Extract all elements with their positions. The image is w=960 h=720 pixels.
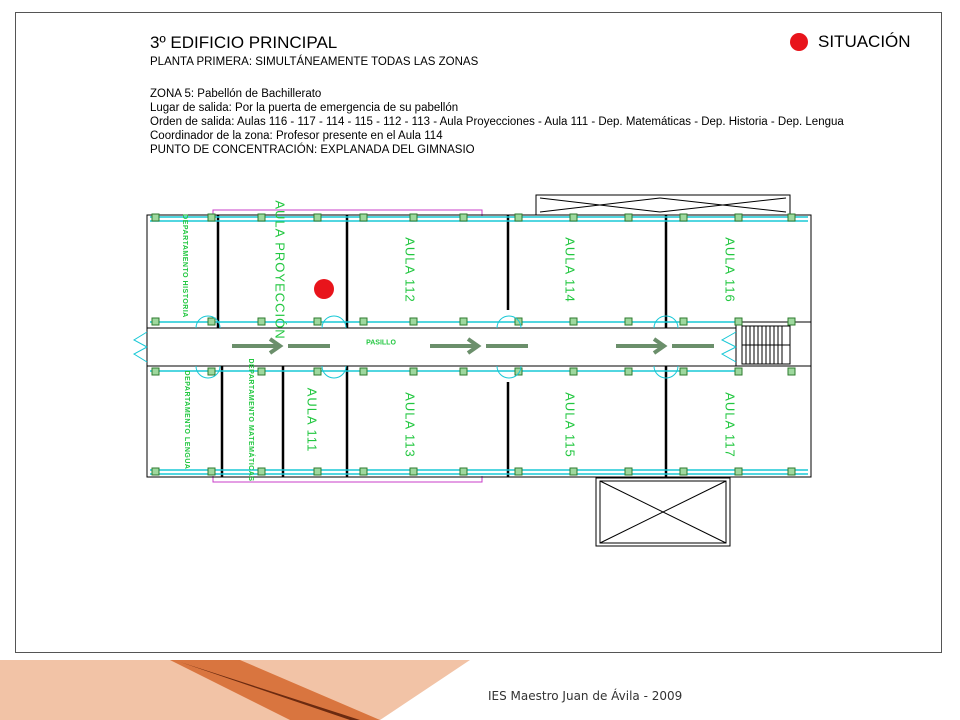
room-aula-114: AULA 114 — [562, 237, 578, 303]
footer-text: IES Maestro Juan de Ávila - 2009 — [488, 689, 683, 703]
situation-label: SITUACIÓN — [818, 32, 911, 51]
room-aula-proyeccion: AULA PROYECCIÓN — [272, 200, 288, 340]
room-aula-112: AULA 112 — [402, 237, 418, 303]
room-aula-111: AULA 111 — [304, 387, 320, 453]
exit-line: Lugar de salida: Por la puerta de emergencia de su pabellón — [150, 102, 459, 114]
coordinator-line: Coordinador de la zona: Profesor presente en el Aula 114 — [150, 130, 443, 142]
room-dep-matematicas: DEPARTAMENTO MATEMÁTICAS — [247, 358, 255, 482]
room-aula-115: AULA 115 — [562, 392, 578, 458]
order-line: Orden de salida: Aulas 116 - 117 - 114 - 115 - 112 - 113 - Aula Proyecciones - Aula 111 - Dep. Matemáticas - Dep. Historia - Dep. Lengua — [150, 116, 844, 128]
floor-line: PLANTA PRIMERA: SIMULTÁNEAMENTE TODAS LAS ZONAS — [150, 56, 479, 68]
zone-line: ZONA 5: Pabellón de Bachillerato — [150, 88, 322, 100]
meeting-point-line: PUNTO DE CONCENTRACIÓN: EXPLANADA DEL GIMNASIO — [150, 144, 475, 156]
page-title: 3º EDIFICIO PRINCIPAL — [150, 33, 338, 52]
corridor-label: PASILLO — [366, 339, 396, 347]
room-dep-historia: DEPARTAMENTO HISTORIA — [181, 214, 189, 318]
room-aula-113: AULA 113 — [402, 392, 418, 458]
room-dep-lengua: DEPARTAMENTO LENGUA — [183, 370, 191, 470]
room-aula-116: AULA 116 — [722, 237, 738, 303]
room-aula-117: AULA 117 — [722, 392, 738, 458]
